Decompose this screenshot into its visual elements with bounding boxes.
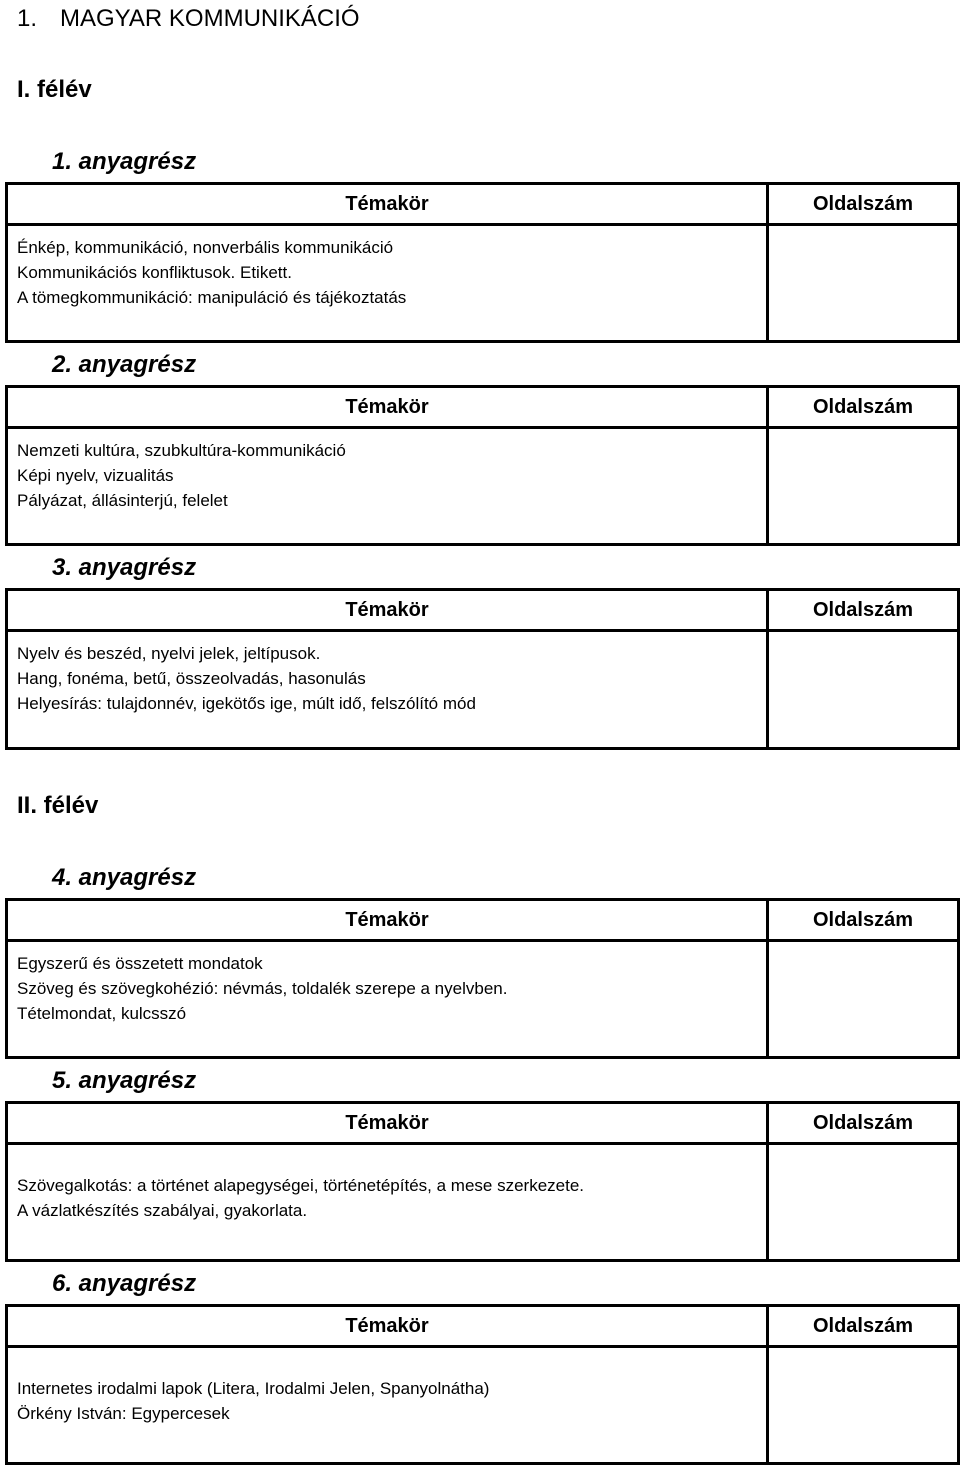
topic-line: Képi nyelv, vizualitás	[17, 466, 174, 485]
part-3-header-row	[7, 590, 959, 631]
topic-line: Egyszerű és összetett mondatok	[17, 954, 263, 973]
topic-column-header: Témakör	[7, 900, 768, 941]
part-6-page-cell[interactable]	[768, 1347, 959, 1464]
part-2-heading: 2. anyagrész	[52, 351, 197, 378]
part-1-topics	[7, 225, 768, 342]
semester-1-label: I. félév	[17, 76, 92, 103]
topic-line: Énkép, kommunikáció, nonverbális kommunikáció	[17, 238, 394, 257]
part-3-page-cell[interactable]	[768, 631, 959, 749]
topic-line: Szöveg és szövegkohézió: névmás, toldalék szerepe a nyelvben.	[17, 979, 508, 998]
semester-2-label: II. félév	[17, 792, 99, 819]
part-4-page-cell[interactable]	[768, 941, 959, 1058]
topic-line: Nemzeti kultúra, szubkultúra-kommunikáció	[17, 441, 346, 460]
topic-line: Helyesírás: tulajdonnév, igekötős ige, múlt idő, felszólító mód	[17, 694, 476, 713]
topic-column-header: Témakör	[7, 1103, 768, 1144]
topic-line: Szövegalkotás: a történet alapegységei, történetépítés, a mese szerkezete.	[17, 1176, 585, 1195]
page-column-header: Oldalszám	[768, 900, 959, 941]
part-4-topics	[7, 941, 768, 1058]
part-1-content-row	[7, 225, 959, 342]
part-5-header-row	[7, 1103, 959, 1144]
topic-line: A tömegkommunikáció: manipuláció és tájékoztatás	[17, 288, 407, 307]
topic-line: Örkény István: Egypercesek	[17, 1404, 230, 1423]
topic-line: Tételmondat, kulcsszó	[17, 1004, 187, 1023]
topic-line: Hang, fonéma, betű, összeolvadás, hasonulás	[17, 669, 366, 688]
topic-column-header: Témakör	[7, 590, 768, 631]
topic-line: Nyelv és beszéd, nyelvi jelek, jeltípusok.	[17, 644, 321, 663]
part-3-heading: 3. anyagrész	[52, 554, 197, 581]
part-5-heading: 5. anyagrész	[52, 1067, 197, 1094]
part-3-topics	[7, 631, 768, 749]
part-2-header-row	[7, 387, 959, 428]
page-column-header: Oldalszám	[768, 1306, 959, 1347]
part-4-table	[5, 898, 960, 1059]
part-4-heading: 4. anyagrész	[52, 864, 197, 891]
part-1-table	[5, 182, 960, 343]
page-column-header: Oldalszám	[768, 184, 959, 225]
part-5-topics	[7, 1144, 768, 1261]
part-1-header-row	[7, 184, 959, 225]
page-column-header: Oldalszám	[768, 1103, 959, 1144]
part-2-page-cell[interactable]	[768, 428, 959, 545]
topic-column-header: Témakör	[7, 387, 768, 428]
document-title	[17, 4, 360, 34]
document-title-number: 1.	[17, 5, 38, 32]
part-6-content-row	[7, 1347, 959, 1464]
part-3-table	[5, 588, 960, 750]
part-3-content-row	[7, 631, 959, 749]
part-5-content-row	[7, 1144, 959, 1261]
topic-line: A vázlatkészítés szabályai, gyakorlata.	[17, 1201, 308, 1220]
part-2-content-row	[7, 428, 959, 545]
part-4-header-row	[7, 900, 959, 941]
part-6-header-row	[7, 1306, 959, 1347]
topic-line: Kommunikációs konfliktusok. Etikett.	[17, 263, 292, 282]
topic-column-header: Témakör	[7, 184, 768, 225]
part-5-page-cell[interactable]	[768, 1144, 959, 1261]
topic-column-header: Témakör	[7, 1306, 768, 1347]
part-6-topics	[7, 1347, 768, 1464]
topic-line: Pályázat, állásinterjú, felelet	[17, 491, 228, 510]
part-5-table	[5, 1101, 960, 1262]
part-1-heading: 1. anyagrész	[52, 148, 197, 175]
topic-line: Internetes irodalmi lapok (Litera, Irodalmi Jelen, Spanyolnátha)	[17, 1379, 490, 1398]
page-column-header: Oldalszám	[768, 590, 959, 631]
page-column-header: Oldalszám	[768, 387, 959, 428]
document-title-text: MAGYAR KOMMUNIKÁCIÓ	[60, 5, 360, 32]
part-6-heading: 6. anyagrész	[52, 1270, 197, 1297]
part-4-content-row	[7, 941, 959, 1058]
part-2-topics	[7, 428, 768, 545]
part-2-table	[5, 385, 960, 546]
part-6-table	[5, 1304, 960, 1465]
part-1-page-cell[interactable]	[768, 225, 959, 342]
